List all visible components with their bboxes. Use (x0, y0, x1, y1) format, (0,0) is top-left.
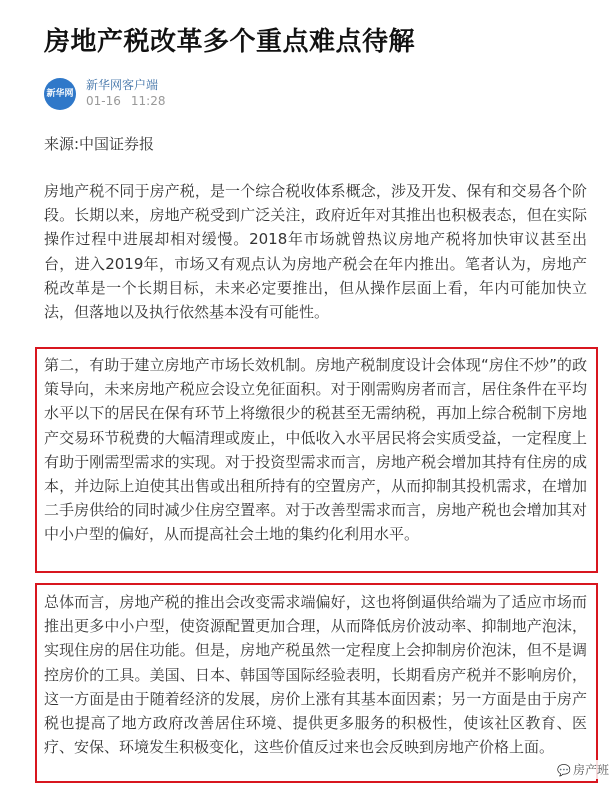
paragraph-highlight-1: 第二，有助于建立房地产市场长效机制。房地产税制度设计会体现“房住不炒”的政策导向，未来房地产税应会设立免征面积。对于刚需购房者而言，居住条件在平均水平以下的居民在保有环节上将缴很少的税甚至无需纳税，再加上综合税制下房地产交易环节税费的大幅清理或废止，中低收入水平居民将会实质受益，一定程度上有助于刚需型需求的实现。对于投资型需求而言，房地产税会增加其持有住房的成本，并边际上迫使其出售或出租所持有的空置房产，从而抑制其投机需求，在增加二手房供给的同时减少住房空置率。对于改善型需求而言，房地产税也会增加其对中小户型的偏好，从而提高社会土地的集约化利用水平。 (44, 356, 587, 544)
watermark (554, 760, 612, 779)
publish-date: 01-16 (86, 94, 121, 108)
paragraph-intro: 房地产税不同于房产税，是一个综合税收体系概念，涉及开发、保有和交易各个阶段。长期以来，房地产税受到广泛关注，政府近年对其推出也积极表态，但在实际操作过程中进展却相对缓慢。2018年市场就曾热议房地产税将加快审议甚至出台，进入2019年，市场又有观点认为房地产税会在年内推出。笔者认为，房地产税改革是一个长期目标，未来必定要推出，但从操作层面上看，年内可能加快立法，但落地以及执行依然基本没有可能性。 (44, 182, 587, 322)
publisher-logo-text: 新华网 (46, 89, 74, 99)
publish-clock: 11:28 (130, 94, 166, 108)
article-source: 来源:中国证券报 (44, 135, 155, 153)
article-title: 房地产税改革多个重点难点待解 (44, 27, 416, 57)
publisher-name[interactable]: 新华网客户端 (86, 78, 159, 92)
publish-time (86, 94, 165, 108)
wechat-icon: 💬 (557, 764, 571, 777)
paragraph-highlight-2: 总体而言，房地产税的推出会改变需求端偏好，这也将倒逼供给端为了适应市场而推出更多中小户型，使资源配置更加合理，从而降低房价波动率、抑制地产泡沫，实现住房的居住功能。但是，房地产税虽然一定程度上会抑制房价泡沫，但不是调控房价的工具。美国、日本、韩国等国际经验表明，长期看房产税并不影响房价，这一方面是由于随着经济的发展，房价上涨有其基本面因素；另一方面是由于房产税也提高了地方政府改善居住环境、提供更多服务的积极性，使该社区教育、医疗、安保、环境发生积极变化，这些价值反过来也会反映到房地产价格上面。 (44, 593, 587, 757)
publisher-avatar[interactable] (44, 78, 76, 110)
watermark-text: 房产班 (572, 763, 609, 777)
